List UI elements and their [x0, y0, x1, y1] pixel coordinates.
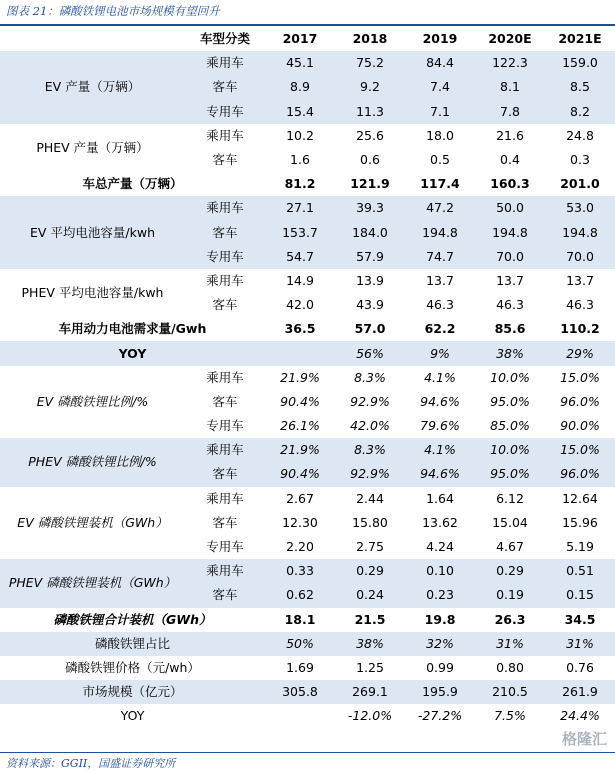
value-cell: 159.0: [562, 55, 598, 71]
row-group-label: EV 磷酸铁锂装机（GWh）: [17, 514, 168, 530]
value-cell: 10.2: [286, 127, 314, 143]
value-cell: 57.9: [356, 248, 384, 264]
value-cell: 194.8: [492, 224, 528, 240]
value-cell: 45.1: [286, 55, 314, 71]
value-cell: 38%: [496, 345, 524, 361]
value-cell: 7.1: [430, 103, 450, 119]
value-cell: 11.3: [356, 103, 384, 119]
value-cell: 9%: [430, 345, 450, 361]
value-cell: 92.9%: [350, 393, 390, 409]
value-cell: 2.20: [286, 539, 314, 555]
value-cell: 4.67: [496, 539, 524, 555]
table-row: [0, 341, 615, 365]
row-group-label: EV 磷酸铁锂比例/%: [36, 393, 149, 409]
value-cell: 79.6%: [420, 418, 460, 434]
table-row: [0, 487, 615, 511]
value-cell: 31%: [496, 635, 524, 651]
value-cell: 0.23: [426, 587, 454, 603]
value-cell: 0.99: [426, 659, 454, 675]
row-group-label: 磷酸铁锂占比: [94, 635, 170, 651]
value-cell: 0.6: [360, 152, 380, 168]
value-cell: 6.12: [496, 490, 524, 506]
value-cell: -12.0%: [347, 708, 393, 724]
value-cell: 0.15: [566, 587, 594, 603]
value-cell: 15.80: [352, 514, 388, 530]
value-cell: 8.9: [290, 79, 310, 95]
value-cell: 85.6: [494, 321, 526, 337]
table-row: [0, 366, 615, 390]
value-cell: 90.4%: [280, 393, 320, 409]
value-cell: 34.5: [564, 611, 596, 627]
value-cell: 261.9: [562, 684, 598, 700]
value-cell: 117.4: [420, 176, 460, 192]
value-cell: 62.2: [424, 321, 456, 337]
vehicle-type-cell: 专用车: [206, 539, 244, 555]
value-cell: 0.33: [286, 563, 314, 579]
value-cell: 81.2: [284, 176, 316, 192]
value-cell: 26.1%: [280, 418, 320, 434]
value-cell: 96.0%: [560, 466, 600, 482]
value-cell: 95.0%: [490, 393, 530, 409]
table-row: [0, 438, 615, 462]
vehicle-type-cell: 客车: [212, 224, 238, 240]
value-cell: 24.4%: [560, 708, 600, 724]
vehicle-type-cell: 乘用车: [206, 442, 244, 458]
value-cell: 42.0%: [350, 418, 390, 434]
value-cell: 0.4: [500, 152, 520, 168]
value-cell: 1.6: [290, 152, 310, 168]
value-cell: 7.8: [500, 103, 520, 119]
value-cell: 269.1: [352, 684, 388, 700]
value-cell: 0.3: [570, 152, 590, 168]
value-cell: 13.62: [422, 514, 458, 530]
vehicle-type-cell: 乘用车: [206, 272, 244, 288]
value-cell: 27.1: [286, 200, 314, 216]
value-cell: 13.7: [496, 272, 524, 288]
value-cell: 38%: [356, 635, 384, 651]
value-cell: 160.3: [490, 176, 530, 192]
value-cell: 21.9%: [280, 369, 320, 385]
value-cell: 2.44: [356, 490, 384, 506]
value-cell: 43.9: [356, 297, 384, 313]
value-cell: 0.5: [430, 152, 450, 168]
value-cell: 54.7: [286, 248, 314, 264]
value-cell: 13.9: [356, 272, 384, 288]
vehicle-type-cell: 客车: [212, 514, 238, 530]
table-row: [0, 124, 615, 148]
value-cell: [265, 704, 335, 728]
header-blank: [0, 27, 185, 51]
value-cell: 32%: [426, 635, 454, 651]
value-cell: 4.24: [426, 539, 454, 555]
value-cell: 1.64: [426, 490, 454, 506]
table-row: [0, 608, 615, 632]
figure-caption: 图表 21：磷酸铁锂电池市场规模有望回升: [6, 4, 220, 18]
value-cell: 70.0: [566, 248, 594, 264]
value-cell: 110.2: [560, 321, 600, 337]
value-cell: 195.9: [422, 684, 458, 700]
value-cell: 39.3: [356, 200, 384, 216]
value-cell: 56%: [356, 345, 384, 361]
value-cell: 8.3%: [354, 369, 386, 385]
vehicle-type-cell: 客车: [212, 587, 238, 603]
table-row: [0, 559, 615, 583]
value-cell: 201.0: [560, 176, 600, 192]
value-cell: 53.0: [566, 200, 594, 216]
value-cell: 9.2: [360, 79, 380, 95]
table-row: [0, 317, 615, 341]
value-cell: 18.0: [426, 127, 454, 143]
value-cell: 50.0: [496, 200, 524, 216]
table-row: [0, 632, 615, 656]
value-cell: 46.3: [496, 297, 524, 313]
value-cell: 0.51: [566, 563, 594, 579]
value-cell: 46.3: [566, 297, 594, 313]
source-divider: [0, 752, 615, 753]
value-cell: 2.67: [286, 490, 314, 506]
value-cell: 70.0: [496, 248, 524, 264]
table-body: [0, 51, 615, 728]
header-year: 2021E: [558, 31, 602, 47]
value-cell: 8.1: [500, 79, 520, 95]
value-cell: 8.2: [570, 103, 590, 119]
vehicle-type-cell: 专用车: [206, 103, 244, 119]
value-cell: 57.0: [354, 321, 386, 337]
value-cell: 26.3: [494, 611, 526, 627]
value-cell: 21.6: [496, 127, 524, 143]
vehicle-type-cell: 专用车: [206, 248, 244, 264]
value-cell: 18.1: [284, 611, 316, 627]
value-cell: 0.29: [496, 563, 524, 579]
value-cell: 0.19: [496, 587, 524, 603]
value-cell: 12.64: [562, 490, 598, 506]
table-row: [0, 196, 615, 220]
row-group-label: EV 产量（万辆）: [44, 79, 141, 95]
caption-divider: [0, 24, 615, 26]
vehicle-type-cell: 乘用车: [206, 369, 244, 385]
vehicle-type-cell: 乘用车: [206, 563, 244, 579]
value-cell: 14.9: [286, 272, 314, 288]
value-cell: 4.1%: [424, 442, 456, 458]
value-cell: 31%: [566, 635, 594, 651]
row-group-label: PHEV 磷酸铁锂比例/%: [28, 454, 157, 470]
row-group-label: 车总产量（万辆）: [82, 176, 183, 192]
row-group-label: EV 平均电池容量/kwh: [29, 224, 156, 240]
value-cell: 122.3: [492, 55, 528, 71]
value-cell: 210.5: [492, 684, 528, 700]
vehicle-type-cell: 客车: [212, 393, 238, 409]
value-cell: 121.9: [350, 176, 390, 192]
vehicle-type-cell: 客车: [212, 79, 238, 95]
value-cell: 13.7: [566, 272, 594, 288]
value-cell: 15.0%: [560, 369, 600, 385]
value-cell: 92.9%: [350, 466, 390, 482]
value-cell: 50%: [286, 635, 314, 651]
value-cell: 194.8: [422, 224, 458, 240]
value-cell: 15.4: [286, 103, 314, 119]
value-cell: 15.96: [562, 514, 598, 530]
value-cell: -27.2%: [417, 708, 463, 724]
value-cell: 0.76: [566, 659, 594, 675]
value-cell: 46.3: [426, 297, 454, 313]
header-year: 2020E: [488, 31, 532, 47]
row-group-label: PHEV 平均电池容量/kwh: [21, 285, 164, 301]
value-cell: 90.4%: [280, 466, 320, 482]
row-group-label: 车用动力电池需求量/Gwh: [58, 321, 207, 337]
vehicle-type-cell: 乘用车: [206, 200, 244, 216]
value-cell: 13.7: [426, 272, 454, 288]
value-cell: 10.0%: [490, 369, 530, 385]
value-cell: 7.5%: [494, 708, 526, 724]
value-cell: 84.4: [426, 55, 454, 71]
value-cell: 0.10: [426, 563, 454, 579]
header-type: 车型分类: [199, 31, 250, 47]
value-cell: 95.0%: [490, 466, 530, 482]
value-cell: 15.04: [492, 514, 528, 530]
table-row: [0, 656, 615, 680]
vehicle-type-cell: 乘用车: [206, 127, 244, 143]
value-cell: 75.2: [356, 55, 384, 71]
value-cell: 85.0%: [490, 418, 530, 434]
value-cell: 19.8: [424, 611, 456, 627]
row-group-label: 市场规模（亿元）: [82, 684, 183, 700]
value-cell: 184.0: [352, 224, 388, 240]
value-cell: 74.7: [426, 248, 454, 264]
value-cell: [265, 341, 335, 365]
value-cell: 94.6%: [420, 466, 460, 482]
value-cell: 194.8: [562, 224, 598, 240]
value-cell: 8.3%: [354, 442, 386, 458]
value-cell: 24.8: [566, 127, 594, 143]
watermark-logo: 格隆汇: [561, 730, 607, 748]
vehicle-type-cell: 客车: [212, 466, 238, 482]
value-cell: 25.6: [356, 127, 384, 143]
value-cell: 15.0%: [560, 442, 600, 458]
vehicle-type-cell: 乘用车: [206, 490, 244, 506]
row-group-label: 磷酸铁锂合计装机（GWh）: [53, 611, 212, 627]
header-year: 2018: [352, 31, 388, 47]
header-year: 2019: [422, 31, 458, 47]
table-header-row: [0, 27, 615, 51]
value-cell: 90.0%: [560, 418, 600, 434]
value-cell: 94.6%: [420, 393, 460, 409]
value-cell: 5.19: [566, 539, 594, 555]
value-cell: 7.4: [430, 79, 450, 95]
value-cell: 10.0%: [490, 442, 530, 458]
value-cell: 42.0: [286, 297, 314, 313]
table-row: [0, 269, 615, 293]
value-cell: 21.9%: [280, 442, 320, 458]
value-cell: 29%: [566, 345, 594, 361]
lfp-market-table: [0, 27, 615, 728]
row-group-label: PHEV 产量（万辆）: [36, 139, 149, 155]
table-row: [0, 172, 615, 196]
vehicle-type-cell: 乘用车: [206, 55, 244, 71]
header-year: 2017: [282, 31, 318, 47]
row-group-label: YOY: [118, 345, 147, 361]
value-cell: 2.75: [356, 539, 384, 555]
value-cell: 21.5: [354, 611, 386, 627]
value-cell: 8.5: [570, 79, 590, 95]
value-cell: 0.62: [286, 587, 314, 603]
source-note: 资料来源：GGII，国盛证券研究所: [6, 757, 176, 770]
value-cell: 47.2: [426, 200, 454, 216]
table-row: [0, 51, 615, 75]
table-row: [0, 680, 615, 704]
value-cell: 153.7: [282, 224, 318, 240]
value-cell: 96.0%: [560, 393, 600, 409]
value-cell: 0.80: [496, 659, 524, 675]
value-cell: 12.30: [282, 514, 318, 530]
value-cell: 36.5: [284, 321, 316, 337]
value-cell: 0.24: [356, 587, 384, 603]
row-group-label: 磷酸铁锂价格（元/wh）: [65, 659, 200, 675]
vehicle-type-cell: 客车: [212, 297, 238, 313]
value-cell: 4.1%: [424, 369, 456, 385]
value-cell: 1.25: [356, 659, 384, 675]
value-cell: 0.29: [356, 563, 384, 579]
vehicle-type-cell: 客车: [212, 152, 238, 168]
row-group-label: YOY: [120, 708, 145, 724]
vehicle-type-cell: 专用车: [206, 418, 244, 434]
table-row: [0, 704, 615, 728]
value-cell: 305.8: [282, 684, 318, 700]
value-cell: 1.69: [286, 659, 314, 675]
row-group-label: PHEV 磷酸铁锂装机（GWh）: [8, 575, 177, 591]
